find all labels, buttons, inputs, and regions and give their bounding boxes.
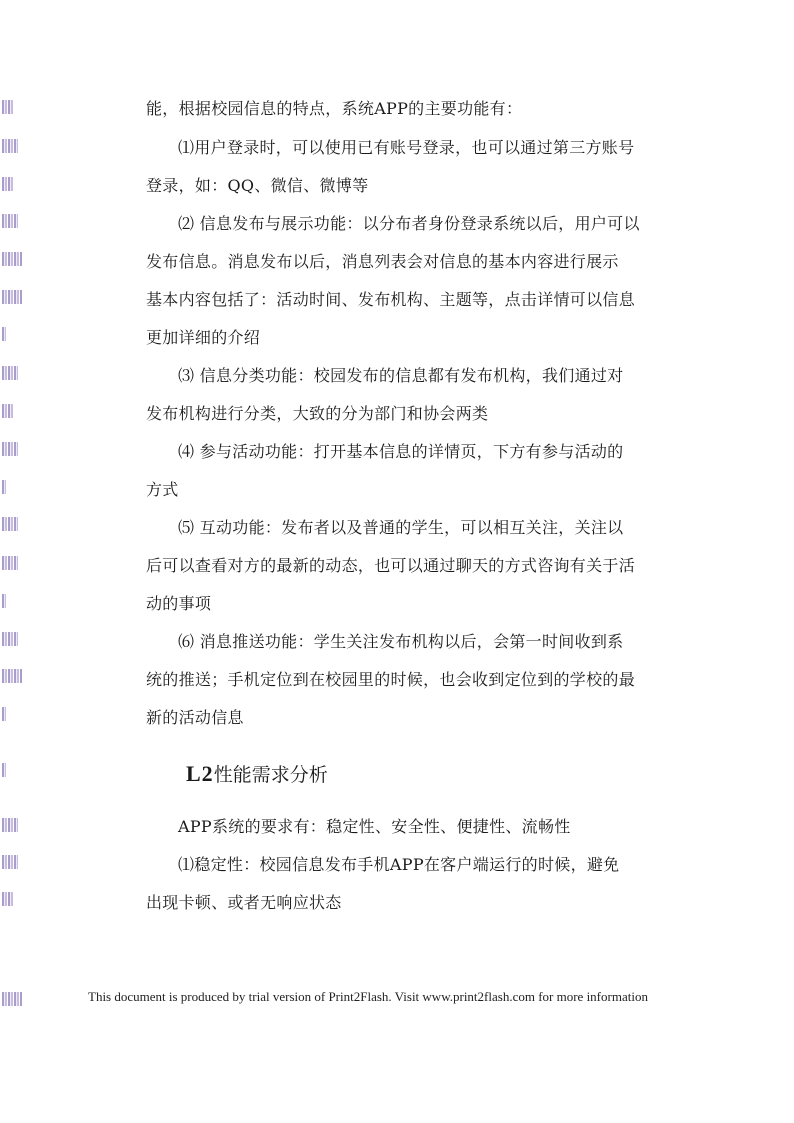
- margin-mark: [2, 290, 22, 304]
- body-text-line: ⑷ 参与活动功能：打开基本信息的详情页，下方有参与活动的: [178, 442, 624, 461]
- margin-mark: [2, 892, 14, 906]
- body-text-line: 发布机构进行分类，大致的分为部门和协会两类: [146, 404, 489, 423]
- section-heading: [186, 760, 328, 787]
- margin-mark: [2, 632, 18, 646]
- body-text-line: 发布信息。消息发布以后，消息列表会对信息的基本内容进行展示: [146, 252, 619, 271]
- body-text-line: ⑹ 消息推送功能：学生关注发布机构以后，会第一时间收到系: [178, 632, 624, 651]
- body-text-line: ⑶ 信息分类功能：校园发布的信息都有发布机构，我们通过对: [178, 366, 624, 385]
- margin-mark: [2, 252, 22, 266]
- margin-mark: [2, 100, 14, 114]
- body-text-line: 能，根据校园信息的特点，系统APP的主要功能有：: [146, 99, 523, 118]
- body-text-line: ⑴用户登录时，可以使用已有账号登录，也可以通过第三方账号: [178, 138, 635, 157]
- body-text-line: 动的事项: [146, 594, 212, 613]
- margin-mark: [2, 442, 18, 456]
- body-text-line: ⑴稳定性：校园信息发布手机APP在客户端运行的时候，避免: [178, 855, 620, 874]
- body-text-line: APP系统的要求有：稳定性、安全性、便捷性、流畅性: [178, 817, 571, 836]
- section-title: 性能需求分析: [213, 764, 328, 786]
- margin-mark: [2, 556, 18, 570]
- body-text-line: 新的活动信息: [146, 708, 244, 727]
- margin-mark: [2, 327, 6, 341]
- section-number: L2: [186, 761, 214, 786]
- margin-mark: [2, 707, 6, 721]
- margin-mark: [2, 517, 18, 531]
- body-text-line: ⑵ 信息发布与展示功能：以分布者身份登录系统以后，用户可以: [178, 214, 640, 233]
- margin-mark: [2, 480, 6, 494]
- margin-mark: [2, 139, 18, 153]
- margin-artifacts: [2, 0, 26, 1123]
- body-text-line: ⑸ 互动功能：发布者以及普通的学生，可以相互关注，关注以: [178, 518, 624, 537]
- margin-mark: [2, 177, 14, 191]
- margin-mark: [2, 404, 14, 418]
- body-text-line: 更加详细的介绍: [146, 328, 261, 347]
- margin-mark: [2, 594, 6, 608]
- body-text-line: 基本内容包括了：活动时间、发布机构、主题等，点击详情可以信息: [146, 290, 636, 309]
- body-text-line: 方式: [146, 480, 179, 499]
- margin-mark: [2, 855, 18, 869]
- margin-mark: [2, 992, 22, 1006]
- margin-mark: [2, 214, 18, 228]
- margin-mark: [2, 763, 6, 777]
- margin-mark: [2, 669, 22, 683]
- body-text-line: 后可以查看对方的最新的动态，也可以通过聊天的方式咨询有关于活: [146, 556, 636, 575]
- body-text-line: 统的推送；手机定位到在校园里的时候，也会收到定位到的学校的最: [146, 670, 636, 689]
- trial-version-footer: This document is produced by trial version of Print2Flash. Visit www.print2flash.com for more information: [88, 989, 648, 1004]
- body-text-line: 出现卡顿、或者无响应状态: [146, 893, 342, 912]
- body-text-line: 登录，如：QQ、微信、微博等: [146, 176, 369, 195]
- margin-mark: [2, 818, 18, 832]
- margin-mark: [2, 366, 18, 380]
